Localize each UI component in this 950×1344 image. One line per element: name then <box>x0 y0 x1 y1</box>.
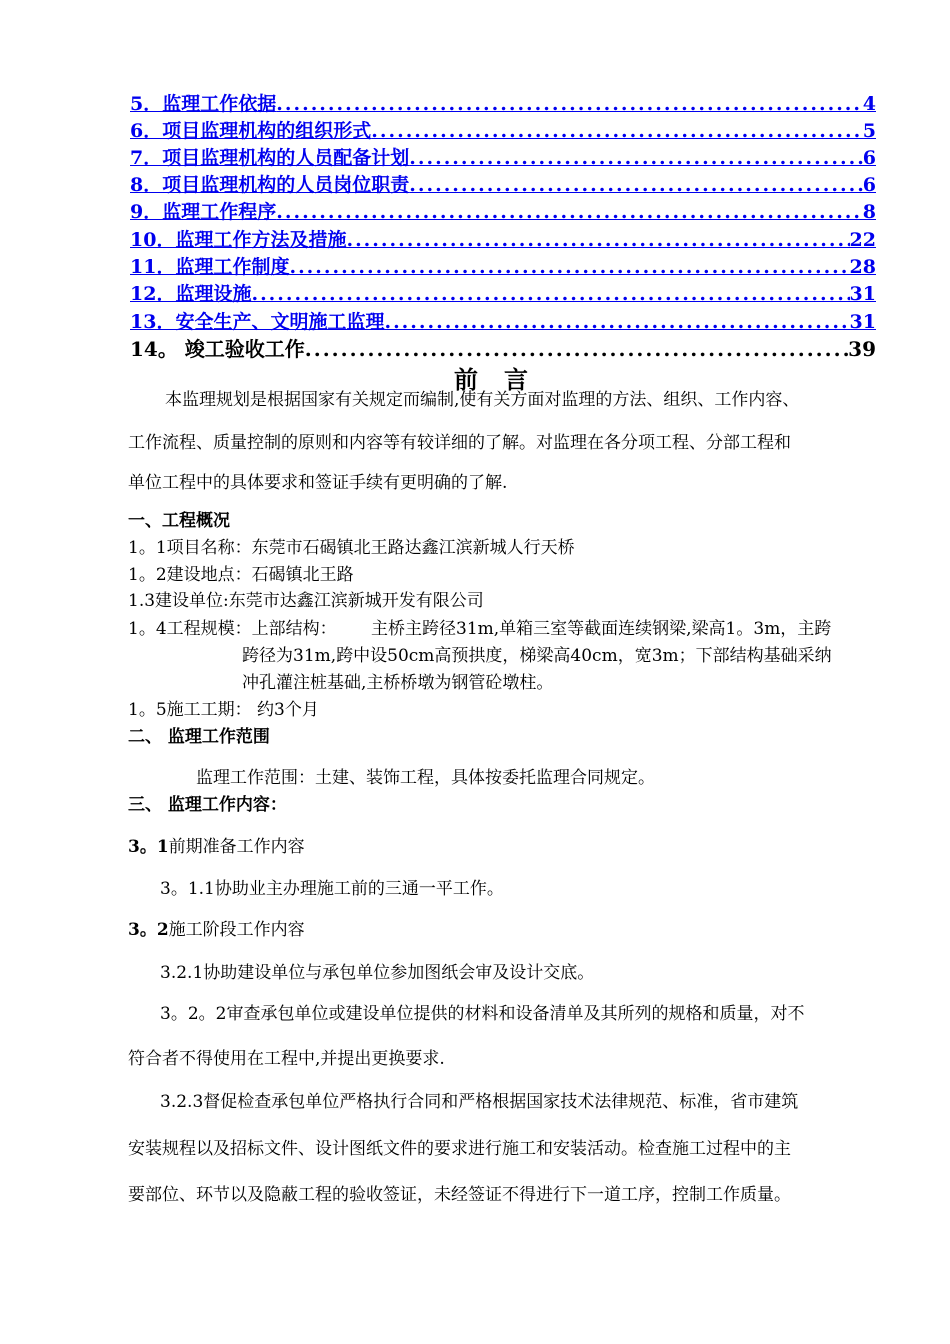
project-period: 1。5施工工期： 约3个月 <box>128 700 319 720</box>
toc-entry-page: 5 <box>862 120 876 142</box>
toc-entry-10[interactable] <box>130 226 876 252</box>
toc-entry-11[interactable] <box>130 253 876 279</box>
toc-entry-7[interactable] <box>130 144 876 170</box>
subsection-heading <box>128 836 305 858</box>
preface-line: 单位工程中的具体要求和签证手续有更明确的了解. <box>128 473 508 493</box>
toc-leader-dots <box>409 146 863 170</box>
toc-entry-title: 8．项目监理机构的人员岗位职责 <box>130 174 410 196</box>
toc-entry-page: 22 <box>849 229 876 251</box>
subsection-number: 3。2 <box>128 920 169 940</box>
toc-entry-5[interactable] <box>130 90 876 116</box>
toc-entry-page: 39 <box>848 337 876 361</box>
toc-entry-page: 31 <box>849 283 876 305</box>
toc-entry-title: 6．项目监理机构的组织形式 <box>130 120 372 142</box>
project-location: 1。2建设地点：石碣镇北王路 <box>128 565 354 585</box>
toc-entry-title: 5．监理工作依据 <box>130 93 277 115</box>
subsection-heading <box>128 919 305 941</box>
toc-entry-page: 8 <box>862 201 876 223</box>
subsection-title: 前期准备工作内容 <box>168 837 305 857</box>
item-text: 要部位、环节以及隐蔽工程的验收签证，未经签证不得进行下一道工序，控制工作质量。 <box>128 1185 791 1205</box>
toc-entry-14 <box>130 335 876 361</box>
project-name: 1。1项目名称：东莞市石碣镇北王路达鑫江滨新城人行天桥 <box>128 538 575 558</box>
scope-text: 监理工作范围：土建、装饰工程，具体按委托监理合同规定。 <box>196 768 655 788</box>
toc-leader-dots <box>409 173 863 197</box>
toc-leader-dots <box>384 310 849 334</box>
item-text: 3.2.1协助建设单位与承包单位参加图纸会审及设计交底。 <box>160 963 595 983</box>
preface-title: 前言 <box>454 365 554 394</box>
preface-line: 本监理规划是根据国家有关规定而编制,使有关方面对监理的方法、组织、工作内容、 <box>165 390 800 410</box>
section-heading: 二、 监理工作范围 <box>128 727 270 747</box>
subsection-number: 3。1 <box>128 837 169 857</box>
subsection-title: 施工阶段工作内容 <box>168 920 305 940</box>
project-scale-line: 跨径为31m,跨中设50cm高预拱度，梯梁高40cm，宽3m；下部结构基础采纳 <box>242 646 832 666</box>
section-heading: 一、工程概况 <box>128 511 230 531</box>
item-text: 3.2.3督促检查承包单位严格执行合同和严格根据国家技术法律规范、标准，省市建筑 <box>160 1092 799 1112</box>
item-text: 3。1.1协助业主办理施工前的三通一平工作。 <box>160 879 504 899</box>
section-heading: 三、 监理工作内容： <box>128 795 287 815</box>
item-text: 3。2。2审查承包单位或建设单位提供的材料和设备清单及其所列的规格和质量，对不 <box>160 1004 805 1024</box>
toc-entry-page: 31 <box>849 311 876 333</box>
toc-entry-title: 10．监理工作方法及措施 <box>130 229 347 251</box>
toc-leader-dots <box>346 228 849 252</box>
toc-entry-page: 6 <box>862 174 876 196</box>
toc-entry-page: 6 <box>862 147 876 169</box>
toc-leader-dots <box>289 255 849 279</box>
item-text: 符合者不得使用在工程中,并提出更换要求. <box>128 1049 445 1069</box>
toc-entry-page: 28 <box>849 256 876 278</box>
toc-leader-dots <box>251 282 849 306</box>
toc-entry-title: 13．安全生产、文明施工监理 <box>130 311 385 333</box>
toc-entry-title: 12．监理设施 <box>130 283 252 305</box>
toc-entry-title: 9．监理工作程序 <box>130 201 277 223</box>
preface-line: 工作流程、质量控制的原则和内容等有较详细的了解。对监理在各分项工程、分部工程和 <box>128 433 791 453</box>
toc-entry-8[interactable] <box>130 171 876 197</box>
toc-leader-dots <box>276 200 863 224</box>
project-owner: 1.3建设单位:东莞市达鑫江滨新城开发有限公司 <box>128 591 484 611</box>
toc-entry-title: 14。 竣工验收工作 <box>130 337 305 361</box>
toc-entry-13[interactable] <box>130 308 876 334</box>
toc-entry-9[interactable] <box>130 198 876 224</box>
toc-entry-12[interactable] <box>130 280 876 306</box>
toc-leader-dots <box>276 92 863 116</box>
toc-leader-dots <box>371 119 863 143</box>
toc-entry-title: 11．监理工作制度 <box>130 256 290 278</box>
project-scale-line: 冲孔灌注桩基础,主桥桥墩为钢管砼墩柱。 <box>242 673 554 693</box>
toc-leader-dots <box>305 337 848 361</box>
project-scale-label: 1。4工程规模：上部结构： <box>128 619 337 639</box>
item-text: 安装规程以及招标文件、设计图纸文件的要求进行施工和安装活动。检查施工过程中的主 <box>128 1139 791 1159</box>
toc-entry-title: 7．项目监理机构的人员配备计划 <box>130 147 410 169</box>
project-scale-line: 主桥主跨径31m,单箱三室等截面连续钢梁,梁高1。3m，主跨 <box>371 619 832 639</box>
toc-entry-6[interactable] <box>130 117 876 143</box>
toc-entry-page: 4 <box>862 93 876 115</box>
